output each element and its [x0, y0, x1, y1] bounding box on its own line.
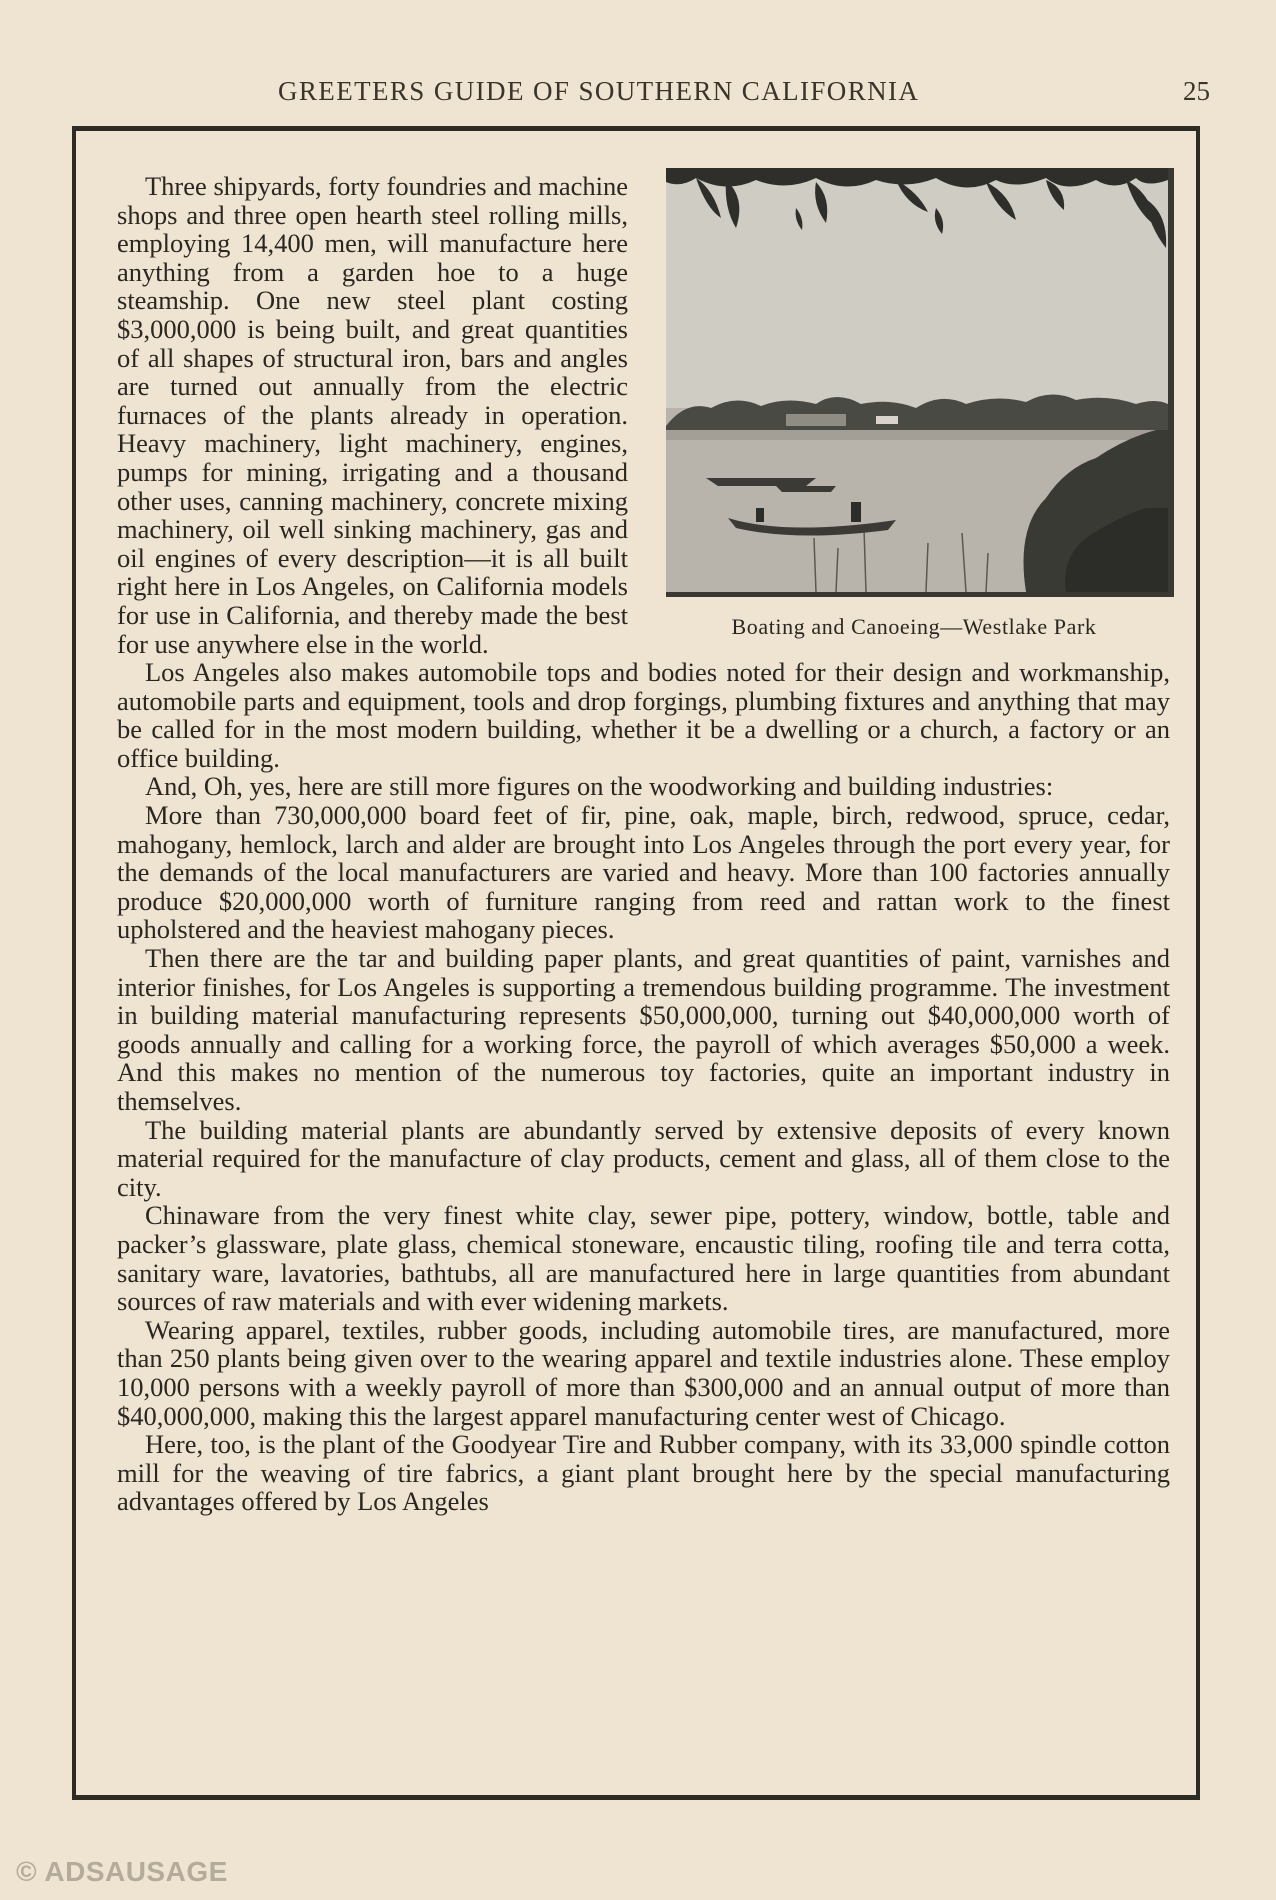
figure [658, 168, 1170, 648]
paragraph-1: Three shipyards, forty foundries and machine shops and three open hearth steel rolling mills, employing 14,400 men, will manufacture here anything from a garden hoe to a huge steamship. One new steel plant costing $3,000,000 is being built, and great quantities of all shapes of structural iron, bars and angles are turned out annually from the electric furnaces of the plants already in operation. Heavy machinery, light machinery, engines, pumps for mining, irrigating and a thousand other uses, canning machinery, concrete mixing machinery, oil well sinking machinery, gas and oil engines of every description—it is all built right here in Los Angeles, on California models for use in California, and thereby made the best for use anywhere else in the world. [117, 171, 628, 659]
park-photo [666, 168, 1174, 597]
paragraph-5: Then there are the tar and building paper plants, and great quantities of paint, varnishes and interior finishes, for Los Angeles is supporting a tremendous building programme. The investment in building material manufacturing represents $50,000,000, turning out $40,000,000 worth of goods annually and calling for a working force, the payroll of which averages $50,000 a week. And this makes no mention of the numerous toy factories, quite an important industry in themselves. [117, 943, 1170, 1116]
paragraph-9: Here, too, is the plant of the Goodyear Tire and Rubber company, with its 33,000 spindle cotton mill for the weaving of tire fabrics, a giant plant brought here by the special manufacturing advantages offered by Los Angeles [117, 1429, 1170, 1517]
paragraph-4: More than 730,000,000 board feet of fir, pine, oak, maple, birch, redwood, spruce, cedar, mahogany, hemlock, larch and alder are brought into Los Angeles through the port every year, for the demands of the local manufacturers are varied and heavy. More than 100 factories annually produce $20,000,000 worth of furniture ranging from reed and rattan work to the finest upholstered and the heaviest mahogany pieces. [117, 800, 1170, 945]
running-title: GREETERS GUIDE OF SOUTHERN CALIFORNIA [278, 76, 920, 106]
article-body [117, 172, 1170, 1516]
paragraph-6: The building material plants are abundantly served by extensive deposits of every known material required for the manufacture of clay products, cement and glass, all of them close to the city. [117, 1114, 1170, 1202]
running-head [0, 76, 1276, 116]
park-photo-illustration [666, 168, 1168, 592]
watermark: © ADSAUSAGE [16, 1856, 228, 1887]
paragraph-8: Wearing apparel, textiles, rubber goods, including automobile tires, are manufactured, more than 250 plants being given over to the wearing apparel and textile industries alone. These employ 10,000 persons with a weekly payroll of more than $300,000 and an annual output of more than $40,000,000, making this the largest apparel manufacturing center west of Chicago. [117, 1314, 1170, 1431]
paragraph-3: And, Oh, yes, here are still more figures on the woodworking and building industries: [145, 771, 1054, 802]
paragraph-7: Chinaware from the very finest white clay, sewer pipe, pottery, window, bottle, table and packer’s glassware, plate glass, chemical stoneware, encaustic tiling, roofing tile and terra cotta, sanitary ware, lavatories, bathtubs, all are manufactured here in large quantities from abundant sources of raw materials and with ever widening markets. [117, 1200, 1170, 1317]
paragraph-2: Los Angeles also makes automobile tops and bodies noted for their design and workmanship, automobile parts and equipment, tools and drop forgings, plumbing fixtures and anything that may be called for in the most modern building, whether it be a dwelling or a church, a factory or an office building. [117, 657, 1170, 773]
page-number: 25 [1183, 76, 1210, 106]
figure-caption: Boating and Canoeing—Westlake Park [731, 614, 1097, 639]
